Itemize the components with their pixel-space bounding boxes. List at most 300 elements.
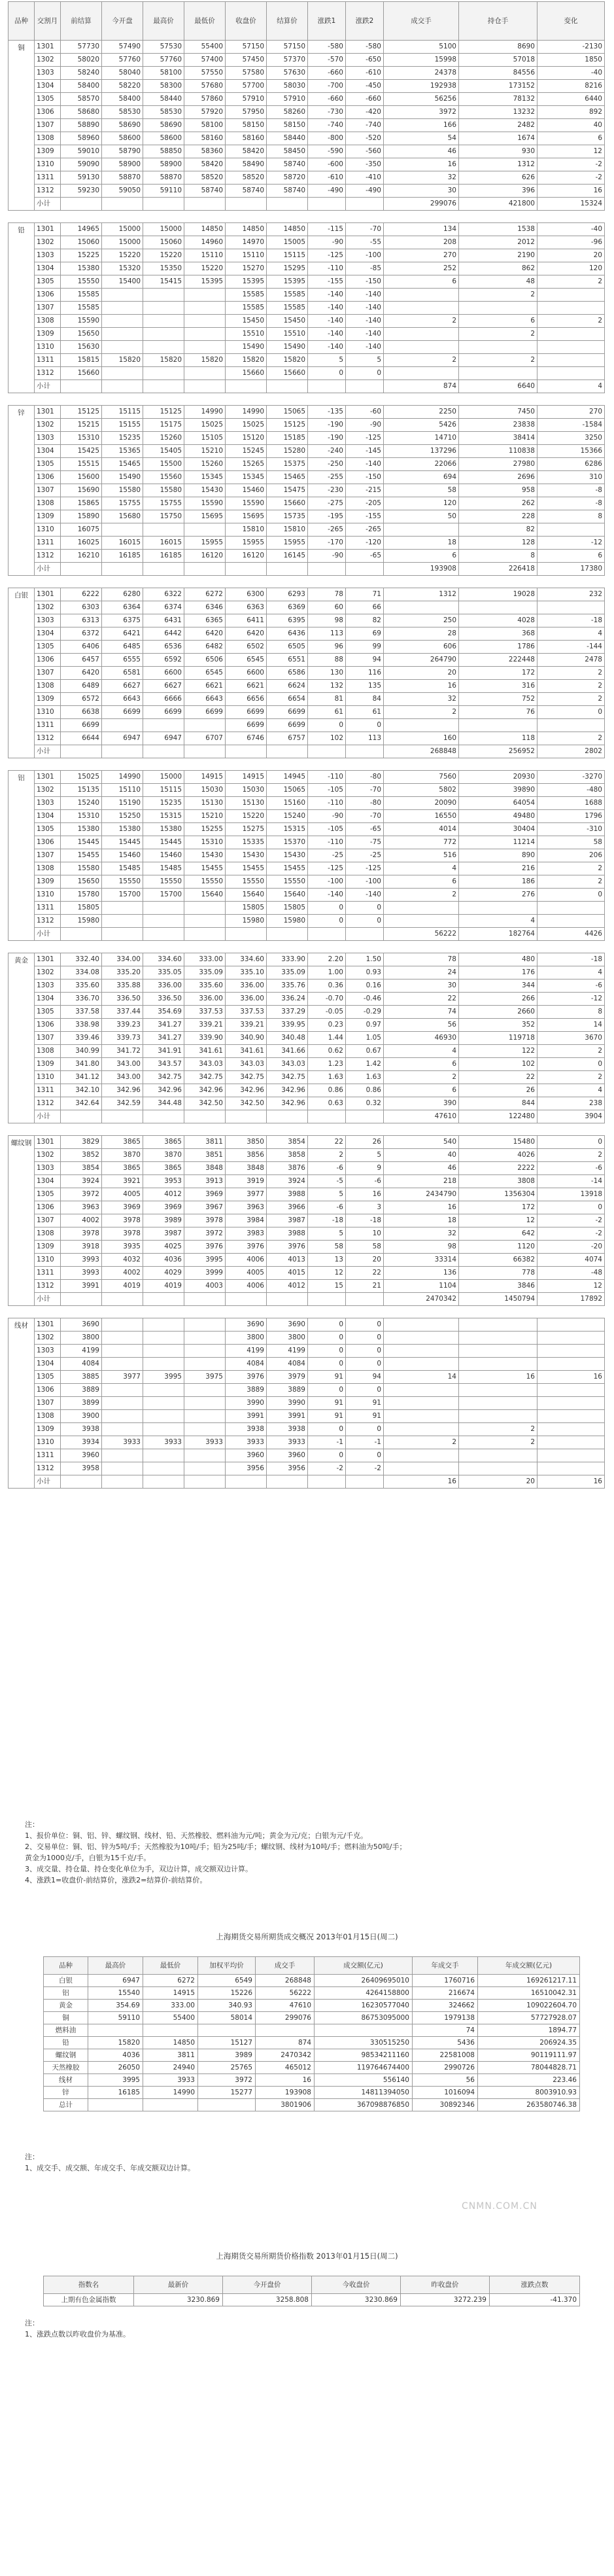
quote-cell: 264790 — [384, 654, 459, 667]
value-cell: 47610 — [256, 2000, 315, 2012]
table-row — [44, 2099, 580, 2111]
quote-cell: 15805 — [61, 902, 102, 915]
quote-cell — [537, 1423, 605, 1436]
quote-cell — [143, 315, 184, 328]
contract-month: 1305 — [35, 275, 61, 289]
quote-cell: 334.00 — [102, 953, 143, 966]
quote-cell: 3851 — [184, 1149, 226, 1162]
quote-cell: 0 — [308, 1318, 346, 1332]
quote-cell: -8 — [537, 497, 605, 510]
quote-cell: 6 — [384, 550, 459, 563]
quote-cell: 0 — [346, 1318, 384, 1332]
quote-cell: 15600 — [61, 471, 102, 484]
quote-cell: -25 — [308, 849, 346, 862]
quote-cell: 10 — [346, 1227, 384, 1241]
quote-cell: 119718 — [459, 1032, 537, 1045]
column-header: 收盘价 — [226, 2, 267, 41]
quote-cell: 15380 — [102, 823, 143, 836]
empty-cell — [226, 563, 267, 576]
quote-cell: 0.32 — [346, 1097, 384, 1110]
quote-cell: 15980 — [61, 915, 102, 928]
quote-cell: 58740 — [226, 185, 267, 198]
quote-cell: -410 — [346, 171, 384, 185]
contract-month: 1303 — [35, 432, 61, 445]
contract-month: 1307 — [35, 119, 61, 132]
quote-cell: 2 — [537, 693, 605, 706]
quote-cell: 22 — [346, 1267, 384, 1280]
quote-cell: 3993 — [61, 1267, 102, 1280]
quote-cell: 252 — [384, 262, 459, 275]
group-spacer — [9, 1123, 605, 1136]
value-cell: 22581008 — [413, 2049, 478, 2062]
quote-cell: 15590 — [226, 497, 267, 510]
quote-cell: 14915 — [226, 771, 267, 784]
quote-cell: 1.50 — [346, 953, 384, 966]
quote-cell: -48 — [537, 1267, 605, 1280]
quote-cell: 6436 — [267, 627, 308, 641]
empty-cell — [184, 380, 226, 393]
quote-cell: 3889 — [61, 1384, 102, 1397]
table-row — [9, 262, 605, 275]
empty-cell — [346, 380, 384, 393]
value-cell: 1760716 — [413, 1975, 478, 1987]
quote-cell: 94 — [346, 1371, 384, 1384]
quote-cell: 6300 — [226, 588, 267, 601]
value-cell: 4264158800 — [315, 1987, 413, 2000]
value-cell: 16 — [256, 2074, 315, 2087]
quote-cell: 270 — [537, 406, 605, 419]
quote-cell — [143, 719, 184, 732]
quote-cell: 342.75 — [143, 1071, 184, 1084]
quote-cell: -255 — [308, 471, 346, 484]
value-cell: 8003910.93 — [478, 2087, 580, 2099]
quote-cell: -265 — [308, 523, 346, 537]
quote-cell: 116 — [346, 667, 384, 680]
quote-cell: 0 — [346, 719, 384, 732]
quote-cell: 344.48 — [143, 1097, 184, 1110]
table-row — [44, 1987, 580, 2000]
value-cell: 15540 — [88, 1987, 143, 2000]
quote-cell — [459, 302, 537, 315]
quote-cell: 6364 — [102, 601, 143, 614]
quote-cell: 9 — [346, 1162, 384, 1175]
value-cell: 14811394050 — [315, 2087, 413, 2099]
quote-cell: 15660 — [61, 367, 102, 380]
quote-cell: 340.99 — [61, 1045, 102, 1058]
quote-cell: 15455 — [226, 862, 267, 875]
note-line: 2、交易单位：铜、铝、锌为5吨/手；天然橡胶为10吨/手；铅为25吨/手；螺纹钢、线材为10吨/手；燃料油为50吨/手； — [25, 1843, 407, 1851]
quote-cell: 15485 — [143, 862, 184, 875]
quote-cell — [143, 328, 184, 341]
quote-cell: 342.96 — [226, 1084, 267, 1097]
subtotal-row — [9, 745, 605, 758]
quote-cell: 3969 — [102, 1201, 143, 1214]
subtotal-change: 3904 — [537, 1110, 605, 1123]
quote-cell: 15425 — [61, 445, 102, 458]
quote-cell: 15375 — [267, 458, 308, 471]
quote-cell — [537, 1318, 605, 1332]
quote-cell: -195 — [308, 510, 346, 523]
quote-cell: 6545 — [184, 667, 226, 680]
group-spacer — [9, 211, 605, 223]
quote-cell: -150 — [346, 471, 384, 484]
summary-title: 上海期货交易所期货成交概况 2013年01月15日(周二) — [216, 1932, 398, 1941]
group-spacer — [9, 758, 605, 771]
quote-cell: 341.27 — [143, 1019, 184, 1032]
quote-cell: 15805 — [267, 902, 308, 915]
quote-cell: 354.69 — [143, 1006, 184, 1019]
quote-cell: 6502 — [226, 641, 267, 654]
quote-cell — [384, 1397, 459, 1410]
contract-month: 1305 — [35, 1371, 61, 1384]
subtotal-change: 4 — [537, 380, 605, 393]
quote-cell: 15265 — [226, 458, 267, 471]
quote-cell: -740 — [346, 119, 384, 132]
row-label: 燃料油 — [44, 2024, 88, 2037]
quote-cell: 3924 — [61, 1175, 102, 1188]
column-header: 涨跌点数 — [490, 2276, 580, 2294]
value-cell: 26409695010 — [315, 1975, 413, 1987]
quote-cell: 3690 — [226, 1318, 267, 1332]
quote-cell: 3969 — [184, 1188, 226, 1201]
quote-cell: 336.00 — [226, 979, 267, 993]
value-cell: 169261217.11 — [478, 1975, 580, 1987]
table-row — [9, 275, 605, 289]
column-header: 变化 — [537, 2, 605, 41]
quote-cell: 58 — [384, 484, 459, 497]
quote-cell — [143, 367, 184, 380]
quote-cell — [384, 1358, 459, 1371]
quote-cell: 3995 — [143, 1371, 184, 1384]
quote-cell — [184, 367, 226, 380]
quote-cell: 4199 — [226, 1345, 267, 1358]
column-header: 最低价 — [143, 1957, 198, 1975]
quote-cell: 61 — [308, 706, 346, 719]
row-label: 铅 — [44, 2037, 88, 2049]
quote-cell: -140 — [308, 289, 346, 302]
quote-cell: 333.00 — [184, 953, 226, 966]
quote-cell: 6 — [459, 315, 537, 328]
quote-cell: 6536 — [143, 641, 184, 654]
quote-cell — [537, 1397, 605, 1410]
quote-cell: 6572 — [61, 693, 102, 706]
quote-cell: 58100 — [143, 67, 184, 80]
contract-month: 1304 — [35, 262, 61, 275]
quote-cell — [143, 341, 184, 354]
table-row — [9, 41, 605, 54]
quote-cell: 15 — [308, 1280, 346, 1293]
quote-cell: 15630 — [61, 341, 102, 354]
quote-cell: 335.88 — [102, 979, 143, 993]
quote-cell: 16075 — [61, 523, 102, 537]
quote-cell: 8 — [537, 510, 605, 523]
quote-cell: -5 — [308, 1175, 346, 1188]
empty-cell — [184, 1293, 226, 1306]
quote-cell: 6699 — [61, 719, 102, 732]
table-row — [9, 1358, 605, 1371]
subtotal-volume: 268848 — [384, 745, 459, 758]
quote-cell: 91 — [346, 1410, 384, 1423]
quote-cell: 1688 — [537, 797, 605, 810]
quote-cell: 58 — [537, 836, 605, 849]
quote-cell: 8 — [537, 1006, 605, 1019]
quote-cell: 58100 — [184, 119, 226, 132]
quote-cell: 32 — [384, 171, 459, 185]
quote-cell: 15155 — [102, 419, 143, 432]
quote-cell: 15490 — [226, 341, 267, 354]
note-line: 1、涨跌点数以昨收盘价为基准。 — [25, 2330, 130, 2338]
quote-cell: 15865 — [61, 497, 102, 510]
quote-cell — [184, 341, 226, 354]
quote-cell: 58870 — [102, 171, 143, 185]
quote-cell: 6545 — [226, 654, 267, 667]
table-row — [9, 810, 605, 823]
quote-cell: 316 — [459, 680, 537, 693]
table-row — [9, 1227, 605, 1241]
quote-cell: 88 — [308, 654, 346, 667]
quote-cell: -660 — [346, 93, 384, 106]
quote-cell: 6485 — [102, 641, 143, 654]
row-label: 上期有色金属指数 — [44, 2294, 134, 2306]
quote-cell: 15395 — [226, 275, 267, 289]
quote-cell: 58400 — [61, 80, 102, 93]
contract-month: 1307 — [35, 667, 61, 680]
quote-cell: 6654 — [267, 693, 308, 706]
quote-cell: 3990 — [267, 1397, 308, 1410]
quote-cell: 3953 — [143, 1175, 184, 1188]
quote-cell: 1796 — [537, 810, 605, 823]
table-row — [9, 432, 605, 445]
contract-month: 1303 — [35, 1162, 61, 1175]
quote-cell: 3900 — [61, 1410, 102, 1423]
quote-cell: 343.03 — [184, 1058, 226, 1071]
quote-cell: 15260 — [184, 458, 226, 471]
quote-cell — [102, 1332, 143, 1345]
quote-cell: 6643 — [102, 693, 143, 706]
value-cell: 206924.35 — [478, 2037, 580, 2049]
quote-cell: 4 — [384, 862, 459, 875]
subtotal-row — [9, 1110, 605, 1123]
notes-heading: 注： — [25, 2153, 39, 2161]
quote-cell: 2 — [384, 706, 459, 719]
quote-cell: 15060 — [61, 236, 102, 249]
spacer-cell — [9, 1123, 605, 1136]
quote-cell: 238 — [537, 1097, 605, 1110]
quote-cell: 15590 — [61, 315, 102, 328]
quote-cell: 58400 — [102, 93, 143, 106]
value-cell: 15226 — [198, 1987, 256, 2000]
quote-cell — [459, 601, 537, 614]
quote-cell — [537, 354, 605, 367]
quote-cell: 15270 — [226, 262, 267, 275]
quote-cell: 58530 — [143, 106, 184, 119]
table-row — [9, 889, 605, 902]
quote-cell: -0.70 — [308, 993, 346, 1006]
quote-cell: -12 — [537, 993, 605, 1006]
contract-month: 1306 — [35, 289, 61, 302]
contract-month: 1309 — [35, 145, 61, 158]
quote-cell: 46 — [384, 145, 459, 158]
contract-month: 1312 — [35, 1097, 61, 1110]
quote-cell — [102, 367, 143, 380]
contract-month: 1309 — [35, 1241, 61, 1254]
subtotal-volume: 16 — [384, 1475, 459, 1489]
quote-cell: 6 — [384, 1058, 459, 1071]
quote-cell: 33314 — [384, 1254, 459, 1267]
quote-cell: 84556 — [459, 67, 537, 80]
quote-cell: 2 — [537, 1045, 605, 1058]
quote-cell: 6272 — [184, 588, 226, 601]
quote-cell: 2 — [459, 354, 537, 367]
quote-cell: 46930 — [384, 1032, 459, 1045]
empty-cell — [143, 928, 184, 941]
row-label: 铜 — [44, 2012, 88, 2024]
quote-cell: -190 — [308, 419, 346, 432]
quote-cell: 4 — [537, 966, 605, 979]
quote-cell — [143, 523, 184, 537]
quote-cell: 15255 — [184, 823, 226, 836]
quote-cell: -135 — [308, 406, 346, 419]
quote-cell: 3846 — [459, 1280, 537, 1293]
quote-cell: 2 — [459, 328, 537, 341]
quote-cell: 64054 — [459, 797, 537, 810]
quote-cell: 19028 — [459, 588, 537, 601]
quote-cell: -120 — [346, 537, 384, 550]
row-label: 锌 — [44, 2087, 88, 2099]
quote-cell: 6699 — [226, 706, 267, 719]
empty-cell — [61, 745, 102, 758]
quote-cell: 15998 — [384, 54, 459, 67]
quote-cell: 0 — [346, 1358, 384, 1371]
empty-cell — [226, 1293, 267, 1306]
quote-cell: 98 — [308, 614, 346, 627]
quote-cell: 232 — [537, 588, 605, 601]
contract-month: 1301 — [35, 588, 61, 601]
quote-cell — [143, 302, 184, 315]
value-cell: 56222 — [256, 1987, 315, 2000]
quote-cell: 339.95 — [267, 1019, 308, 1032]
quote-cell: 3921 — [102, 1175, 143, 1188]
quote-cell: 110838 — [459, 445, 537, 458]
quote-cell: 0 — [537, 889, 605, 902]
empty-cell — [346, 198, 384, 211]
quote-cell: 6222 — [61, 588, 102, 601]
quote-cell: 1.00 — [308, 966, 346, 979]
quote-cell: 15700 — [102, 889, 143, 902]
subtotal-change: 16 — [537, 1475, 605, 1489]
quote-cell: 396 — [459, 185, 537, 198]
quote-cell: 1.42 — [346, 1058, 384, 1071]
table-row — [9, 537, 605, 550]
quote-cell: 778 — [459, 1267, 537, 1280]
empty-cell — [184, 563, 226, 576]
quote-cell: 15640 — [267, 889, 308, 902]
quote-cell: 16 — [537, 185, 605, 198]
quote-cell: 15415 — [143, 275, 184, 289]
quote-cell: 270 — [384, 249, 459, 262]
quote-cell: 12 — [308, 1267, 346, 1280]
quote-cell: 15490 — [102, 471, 143, 484]
quote-cell: 3933 — [143, 1436, 184, 1449]
quote-cell: 59050 — [102, 185, 143, 198]
quote-cell: -65 — [346, 550, 384, 563]
quote-cell: 15245 — [226, 445, 267, 458]
empty-cell — [184, 198, 226, 211]
quote-cell: 335.09 — [267, 966, 308, 979]
quote-cell: 54 — [384, 132, 459, 145]
subtotal-change: 17380 — [537, 563, 605, 576]
quote-cell: -110 — [308, 262, 346, 275]
quote-cell: 0.93 — [346, 966, 384, 979]
quote-cell — [184, 719, 226, 732]
quote-cell: 58160 — [184, 132, 226, 145]
quote-cell: 59090 — [61, 158, 102, 171]
quote-cell: -140 — [308, 889, 346, 902]
quote-cell: 15240 — [267, 810, 308, 823]
empty-cell — [308, 928, 346, 941]
quote-cell: 2 — [537, 875, 605, 889]
column-header: 年成交额(亿元) — [478, 1957, 580, 1975]
quote-cell: 15510 — [267, 328, 308, 341]
quote-cell — [459, 1397, 537, 1410]
quote-cell: -660 — [308, 67, 346, 80]
quote-cell: 844 — [459, 1097, 537, 1110]
quote-cell: -25 — [346, 849, 384, 862]
subtotal-row — [9, 928, 605, 941]
quote-cell: -60 — [346, 406, 384, 419]
quote-cell: 341.27 — [143, 1032, 184, 1045]
value-cell: 4036 — [88, 2049, 143, 2062]
quote-cell: 14960 — [184, 236, 226, 249]
quote-cell: 15640 — [184, 889, 226, 902]
quote-cell: 14 — [537, 1019, 605, 1032]
column-header: 加权平均价 — [198, 1957, 256, 1975]
quote-cell: 6621 — [184, 680, 226, 693]
quote-cell: 15115 — [267, 249, 308, 262]
quote-cell: -140 — [346, 328, 384, 341]
quote-cell: 18 — [384, 1214, 459, 1227]
quote-cell: 6406 — [61, 641, 102, 654]
table-row — [9, 185, 605, 198]
quote-cell: 15110 — [226, 249, 267, 262]
value-cell: 2990726 — [413, 2062, 478, 2074]
quote-cell — [384, 1384, 459, 1397]
column-header: 结算价 — [267, 2, 308, 41]
quote-cell: 58720 — [267, 171, 308, 185]
subtotal-open-interest: 20 — [459, 1475, 537, 1489]
quote-cell: 340.48 — [267, 1032, 308, 1045]
quote-cell: 341.91 — [143, 1045, 184, 1058]
value-cell: 30892346 — [413, 2099, 478, 2111]
quote-cell: 341.66 — [267, 1045, 308, 1058]
quote-cell: 4012 — [143, 1188, 184, 1201]
table-row — [9, 1084, 605, 1097]
quote-cell: 15955 — [226, 537, 267, 550]
quote-cell: 58870 — [143, 171, 184, 185]
quote-cell: -140 — [308, 328, 346, 341]
product-name: 白银 — [9, 588, 35, 758]
quote-cell: 15060 — [143, 236, 184, 249]
quote-cell: 15660 — [267, 367, 308, 380]
quote-cell — [143, 1384, 184, 1397]
quote-cell: 15550 — [102, 875, 143, 889]
quote-cell: -420 — [346, 106, 384, 119]
quote-cell: 3865 — [143, 1162, 184, 1175]
contract-month: 1308 — [35, 132, 61, 145]
quote-cell: 4084 — [267, 1358, 308, 1371]
quote-cell: 958 — [459, 484, 537, 497]
value-cell: 299076 — [256, 2012, 315, 2024]
